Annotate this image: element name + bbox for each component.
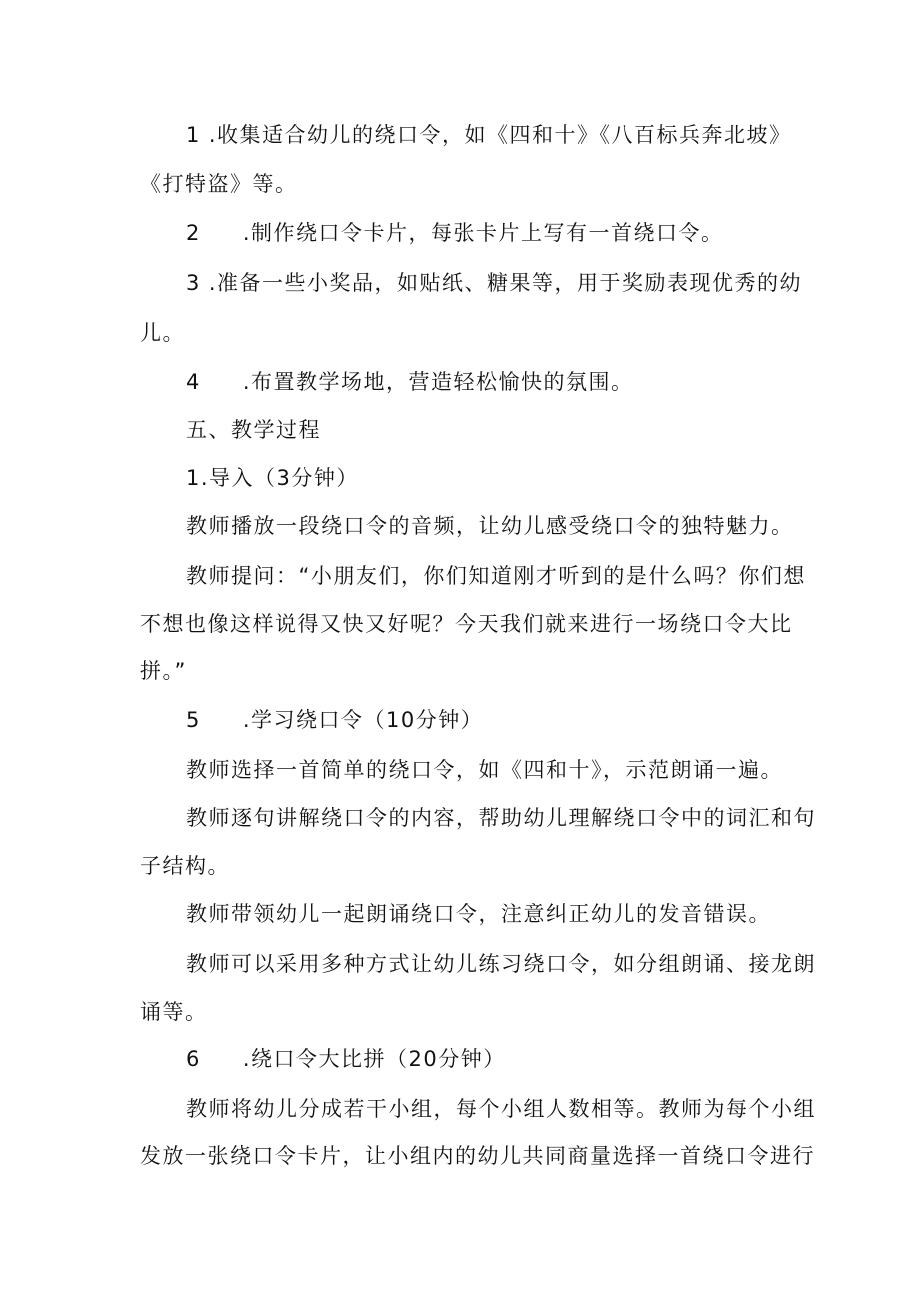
step1-para2-line2: 不想也像这样说得又快又好呢？今天我们就来进行一场绕口令大比	[140, 612, 793, 636]
step5-para3: 教师带领幼儿一起朗诵绕口令，注意纠正幼儿的发音错误。	[186, 902, 771, 926]
prep-item-1-text: .收集适合幼儿的绕口令，如《四和十》《八百标兵奔北坡》	[208, 123, 792, 147]
prep-item-3-text: .准备一些小奖品，如贴纸、糖果等，用于奖励表现优秀的幼	[208, 271, 803, 295]
prep-item-4	[186, 367, 634, 397]
step5-para1: 教师选择一首简单的绕口令，如《四和十》，示范朗诵一遍。	[186, 758, 783, 782]
step5-para4-line2: 诵等。	[140, 1000, 208, 1024]
step6-para1-line2: 发放一张绕口令卡片，让小组内的幼儿共同商量选择一首绕口令进行	[140, 1144, 815, 1168]
prep-item-1-number: 1	[186, 123, 201, 147]
prep-item-4-number: 4	[186, 370, 201, 394]
step1-para2-line1: 教师提问：“小朋友们，你们知道刚才听到的是什么吗？你们想	[186, 564, 806, 588]
step1-para1: 教师播放一段绕口令的音频，让幼儿感受绕口令的独特魅力。	[186, 514, 794, 538]
step6-heading	[186, 1044, 506, 1074]
prep-item-2	[186, 218, 724, 248]
step1-para2-line3: 拼。”	[140, 659, 187, 683]
prep-item-3-line1	[186, 268, 802, 298]
step6-para1-line1: 教师将幼儿分成若干小组，每个小组人数相等。教师为每个小组	[186, 1097, 816, 1121]
section-heading: 五、教学过程	[186, 418, 321, 442]
prep-item-3-number: 3	[186, 271, 201, 295]
prep-item-4-text: .布置教学场地，营造轻松愉快的氛围。	[242, 370, 634, 394]
step5-para2-line2: 子结构。	[140, 854, 230, 878]
step5-para2-line1: 教师逐句讲解绕口令的内容，帮助幼儿理解绕口令中的词汇和句	[186, 806, 816, 830]
prep-item-2-number: 2	[186, 221, 201, 245]
step5-heading-text: .学习绕口令（10分钟）	[242, 708, 484, 732]
prep-item-1-line1	[186, 120, 792, 150]
prep-item-3-line2: 儿。	[140, 321, 185, 345]
step6-heading-text: .绕口令大比拼（20分钟）	[242, 1047, 506, 1071]
step5-heading	[186, 705, 483, 735]
prep-item-1-line2: 《打特盗》等。	[140, 172, 298, 196]
step6-number: 6	[186, 1047, 201, 1071]
step5-para4-line1: 教师可以采用多种方式让幼儿练习绕口令，如分组朗诵、接龙朗	[186, 952, 816, 976]
prep-item-2-text: .制作绕口令卡片，每张卡片上写有一首绕口令。	[242, 221, 724, 245]
step5-number: 5	[186, 708, 201, 732]
step1-heading: 1.导入（3分钟）	[186, 466, 359, 490]
